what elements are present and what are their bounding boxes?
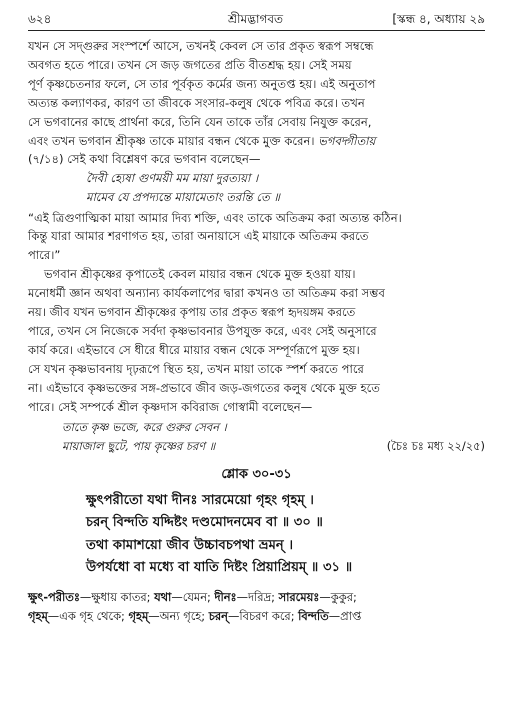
synonym-item <box>279 590 357 604</box>
synonym-meaning: —কুকুর; <box>319 589 357 604</box>
chapter-reference: [স্কন্ধ ৪, অধ্যায় ২৯ <box>392 12 485 26</box>
text-line: না। এইভাবে কৃষ্ণভক্তের সঙ্গ-প্রভাবে জীব জড়-জগতের কলুষ থেকে মুক্ত হতে <box>28 380 380 395</box>
verse-line: দৈবী হ্যেষা গুণময়ী মম মায়া দুরত্যয়া । <box>86 171 259 186</box>
synonym-item <box>129 609 209 623</box>
synonym-item <box>209 609 298 623</box>
sloka-line: তথা কামাশয়ো জীব উচ্চাবচপথা ভ্রমন্ । <box>86 537 294 553</box>
page-header <box>28 8 485 30</box>
text-line: কিন্তু যারা আমার শরণাগত হয়, তারা অনায়াসে এই মায়াকে অতিক্রম করতে <box>28 229 369 244</box>
cc-line <box>28 438 485 457</box>
text-line: সে ভগবানের কাছে প্রার্থনা করে, তিনি যেন তাকে তাঁর সেবায় নিযুক্ত করেন, <box>28 114 372 129</box>
text-line: ভগবান শ্রীকৃষ্ণের কৃপাতেই কেবল মায়ার বন্ধন থেকে মুক্ত হওয়া যায়। <box>44 267 356 282</box>
text-segment: এবং তখন ভগবান শ্রীকৃষ্ণ তাকে মায়ার বন্ধন থেকে মুক্ত করেন। <box>28 133 315 148</box>
synonym-term: চরন্ <box>208 608 228 623</box>
synonym-term: ক্ষুৎ-পরীতঃ <box>28 589 80 604</box>
synonym-meaning: —প্রাপ্ত <box>328 608 362 623</box>
cc-text: মায়াজাল ছুটে, পায় কৃষ্ণের চরণ ॥ <box>62 438 216 453</box>
sloka-title: শ্লোক ৩০-৩১ <box>221 466 292 482</box>
text-line: পারে, তখন সে নিজেকে সর্বদা কৃষ্ণভাবনার উপযুক্ত করে, এবং সেই অনুসারে <box>28 323 377 338</box>
text-line: (৭/১৪) সেই কথা বিশ্লেষণ করে ভগবান বলেছেন— <box>28 152 261 167</box>
synonym-item <box>215 590 279 604</box>
synonyms <box>28 588 485 626</box>
synonym-meaning: —দরিদ্র; <box>236 589 279 604</box>
text-line: অত্যন্ত কল্যাণকর, কারণ তা জীবকে সংসার-কলুষ থেকে পবিত্র করে। তখন <box>28 95 365 110</box>
text-line: অবগত হতে পারে। তখন সে জড় জগতের প্রতি বীতশ্রদ্ধ হয়। সেই সময় <box>28 57 352 72</box>
text-line: পারে। সেই সম্পর্কে শ্রীল কৃষ্ণদাস কবিরাজ গোস্বামী বলেছেন— <box>28 399 313 414</box>
synonym-term: যথা <box>154 589 172 604</box>
cc-text: তাতে কৃষ্ণ ভজে, করে গুরুর সেবন । <box>62 419 227 434</box>
cc-line <box>28 419 485 438</box>
sloka-verse <box>28 490 485 580</box>
gita-reference: ভগবদ্গীতায় <box>318 133 376 148</box>
verse-line: মামেব যে প্রপদ্যন্তে মায়ামেতাং তরন্তি তে ॥ <box>86 189 280 204</box>
text-line: সে যখন কৃষ্ণভাবনায় দৃঢ়রূপে স্থিত হয়, তখন মায়া তাকে স্পর্শ করতে পারে <box>28 361 364 376</box>
synonym-term: বিন্দতি <box>298 608 329 623</box>
sloka-line: ক্ষুৎপরীতো যথা দীনঃ সারমেয়ো গৃহং গৃহম্ । <box>86 492 315 508</box>
synonym-meaning: —এক গৃহ থেকে; <box>47 608 129 623</box>
synonym-item <box>154 590 214 604</box>
synonym-term: দীনঃ <box>214 589 237 604</box>
synonym-meaning: —অন্য গৃহে; <box>148 608 209 623</box>
purport-paragraph-2 <box>28 265 485 416</box>
text-line: নয়। জীব যখন ভগবান শ্রীকৃষ্ণের কৃপায় তার প্রকৃত স্বরূপ হৃদয়ঙ্গম করতে <box>28 305 356 320</box>
synonym-meaning: —বিচরণ করে; <box>227 608 299 623</box>
synonym-item <box>28 590 154 604</box>
synonym-term: গৃহম্ <box>128 608 149 623</box>
sloka-line: চরন্ বিন্দতি যদ্দিষ্টং দণ্ডমোদনমেব বা ॥ ৩০ ॥ <box>86 515 323 530</box>
synonym-item <box>28 609 129 623</box>
cc-quote <box>28 419 485 457</box>
book-title: শ্রীমদ্ভাগবত <box>228 12 284 26</box>
text-line <box>28 132 485 151</box>
text-line: পূর্ণ কৃষ্ণচেতনার ফলে, সে তার পূর্বকৃত কর্মের জন্য অনুতপ্ত হয়। এই অনুতাপ <box>28 76 376 91</box>
gita-verse <box>28 169 485 206</box>
text-line: “এই ত্রিগুণাত্মিকা মায়া আমার দিব্য শক্তি, এবং তাকে অতিক্রম করা অত্যন্ত কঠিন। <box>28 210 402 225</box>
purport-paragraph-1 <box>28 37 485 169</box>
synonym-meaning: —যেমন; <box>171 589 215 604</box>
verse-translation <box>28 209 485 266</box>
book-page <box>0 8 507 727</box>
synonym-term: গৃহম্ <box>28 608 48 623</box>
page-number: ৬২৪ <box>28 12 52 26</box>
sloka-line: উপর্যধো বা মধ্যে বা যাতি দিষ্টং প্রিয়াপ্রিয়ম্ ॥ ৩১ ॥ <box>86 560 353 575</box>
text-line: মনোধর্মী জ্ঞান অথবা অন্যান্য কার্যকলাপের দ্বারা কখনও তা অতিক্রম করা সম্ভব <box>28 286 385 301</box>
text-line: কার্য করে। এইভাবে সে ধীরে ধীরে মায়ার বন্ধন থেকে সম্পূর্ণরূপে মুক্ত হয়। <box>28 342 360 357</box>
synonym-meaning: —ক্ষুধায় কাতর; <box>79 589 155 604</box>
text-line: যখন সে সদ্গুরুর সংস্পর্শে আসে, তখনই কেবল সে তার প্রকৃত স্বরূপ সম্বন্ধে <box>28 39 374 53</box>
cc-reference: (চৈঃ চঃ মধ্য ২২/২৫) <box>386 438 485 453</box>
text-line: পারে।” <box>28 248 61 263</box>
synonym-term: সারমেয়ঃ <box>278 589 320 604</box>
synonym-item <box>298 609 361 623</box>
